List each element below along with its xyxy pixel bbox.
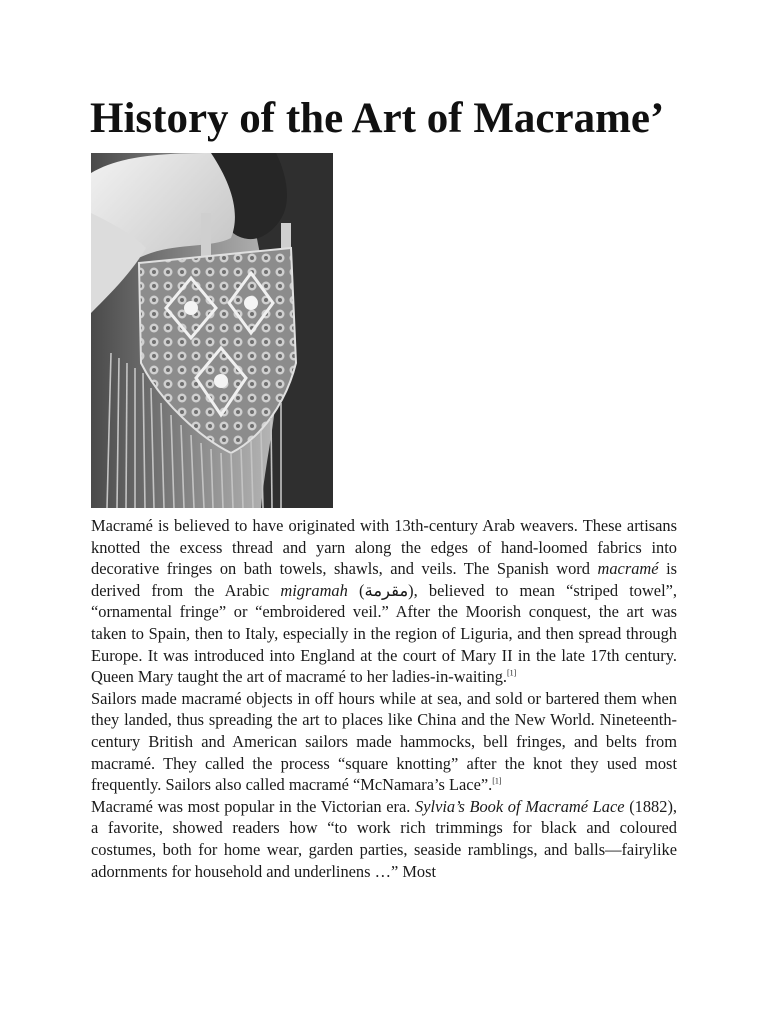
- text-run: (1882), a favorite, showed readers how “to work rich trimmings for black and coloured costumes, both for home wear, garden parties, seaside ramblings, and balls—fairylike adornments for household and underlinens …” Most: [91, 796, 677, 881]
- footnote-reference[interactable]: [1]: [506, 668, 517, 678]
- text-run: Macramé was most popular in the Victorian era.: [91, 796, 416, 816]
- macrame-vest-illustration: [91, 153, 333, 508]
- footnote-reference[interactable]: [1]: [492, 776, 502, 786]
- text-run: ), believed to mean “striped towel”, “ornamental fringe” or “embroidered veil.” After the Moorish conquest, the art was taken to Spain, then to Italy, especially in the region of Liguria, and then spread through Europe. It was introduced into England at the court of Mary II in the late 17th century. Queen Mary taught the art of macramé to her ladies-in-waiting.: [91, 580, 677, 687]
- text-run: Macramé is believed to have originated with 13th-century Arab weavers. These artisans knotted the excess thread and yarn along the edges of hand-loomed fabrics into decorative fringes on bath towels, shawls, and veils. The Spanish word: [91, 516, 677, 579]
- text-run: Sailors made macramé objects in off hours while at sea, and sold or bartered them when they landed, thus spreading the art to places like China and the New World. Nineteenth-century British and American sailors made hammocks, bell fringes, and belts from macramé. They called the process “square knotting” after the knot they used most frequently. Sailors also called macramé “McNamara’s Lace”.: [91, 688, 677, 795]
- italic-book-title: Sylvia’s Book of Macramé Lace: [415, 796, 625, 816]
- italic-term: macramé: [597, 559, 659, 579]
- macrame-vest-photo: [91, 153, 333, 508]
- paragraph-origins: [91, 515, 677, 688]
- paragraph-victorian: [91, 796, 677, 882]
- page-title: History of the Art of Macrame’: [90, 95, 665, 142]
- text-run: is derived from the Arabic: [91, 559, 677, 600]
- italic-term: migramah: [280, 580, 348, 600]
- article-body: [91, 515, 677, 882]
- arabic-word: مقرمة: [364, 580, 409, 600]
- text-run: (: [347, 580, 365, 600]
- paragraph-sailors: [91, 688, 677, 796]
